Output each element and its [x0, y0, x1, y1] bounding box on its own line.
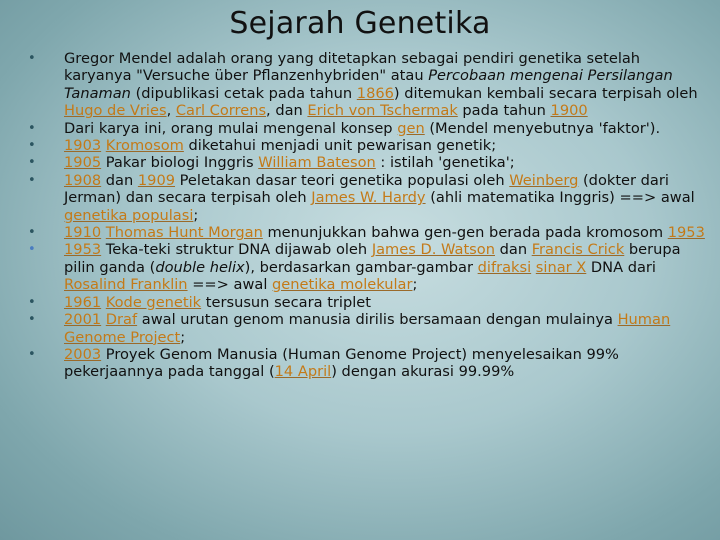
- link-1866[interactable]: 1866: [356, 84, 394, 102]
- bullet-item-2001: [28, 311, 708, 346]
- bullet-item-1908: [28, 172, 708, 224]
- text: dan: [494, 241, 532, 259]
- link-hugo-de-vries[interactable]: Hugo de Vries: [64, 102, 167, 120]
- text: , dan: [266, 102, 308, 120]
- link-draf[interactable]: Draf: [105, 311, 138, 329]
- text-italic: Percobaan mengenai Persilangan Tanaman: [64, 67, 673, 102]
- text: awal urutan genom manusia dirilis bersamaan dengan mulainya: [137, 311, 618, 329]
- link-1903[interactable]: 1903: [64, 137, 102, 155]
- slide-title: Sejarah Genetika: [229, 6, 491, 41]
- link-james-w-hardy[interactable]: James W. Hardy: [311, 189, 426, 207]
- text: pada tahun: [457, 102, 551, 120]
- text: ;: [180, 328, 186, 346]
- bullet-list: [28, 50, 708, 381]
- text: Dari karya ini, orang mulai mengenal konsep: [64, 119, 398, 137]
- link-human-genome-project[interactable]: Human Genome Project: [64, 311, 671, 346]
- link-1900[interactable]: 1900: [550, 102, 588, 120]
- bullet-item-1903: [28, 137, 708, 154]
- link-weinberg[interactable]: Weinberg: [509, 171, 579, 189]
- text: (ahli matematika Inggris) ==> awal: [425, 189, 695, 207]
- bullet-item-gen: [28, 120, 708, 137]
- text-italic: double helix: [155, 258, 245, 276]
- text: (dipublikasi cetak pada tahun: [130, 84, 357, 102]
- link-1910[interactable]: 1910: [64, 224, 102, 242]
- link-gen[interactable]: gen: [397, 119, 425, 137]
- link-2001[interactable]: 2001: [64, 311, 102, 329]
- link-14-april[interactable]: 14 April: [274, 363, 332, 381]
- text: : istilah 'genetika';: [375, 154, 515, 172]
- link-kromosom[interactable]: Kromosom: [105, 137, 184, 155]
- text: dan: [101, 171, 138, 189]
- text: ;: [412, 276, 418, 294]
- link-genetika-populasi[interactable]: genetika populasi: [64, 206, 194, 224]
- text: tersusun secara triplet: [201, 293, 371, 311]
- link-sinar-x[interactable]: sinar X: [535, 258, 587, 276]
- text: Proyek Genom Manusia (Human Genome Project) menyelesaikan 99% pekerjaannya pada tanggal (: [64, 345, 619, 381]
- bullet-item-mendel: [28, 50, 708, 120]
- link-1908[interactable]: 1908: [64, 171, 102, 189]
- link-william-bateson[interactable]: William Bateson: [258, 154, 376, 172]
- bullet-item-1910: [28, 224, 708, 241]
- link-1953[interactable]: 1953: [64, 241, 102, 259]
- text: Gregor Mendel adalah orang yang ditetapkan sebagai pendiri genetika setelah karyanya "Versuche über Pflanzenhybriden" atau: [64, 50, 641, 85]
- link-genetika-molekular[interactable]: genetika molekular: [272, 276, 413, 294]
- bullet-item-1905: [28, 154, 708, 171]
- link-kode-genetik[interactable]: Kode genetik: [105, 293, 202, 311]
- text: Peletakan dasar teori genetika populasi oleh: [175, 171, 510, 189]
- link-thomas-hunt-morgan[interactable]: Thomas Hunt Morgan: [105, 224, 263, 242]
- link-2003[interactable]: 2003: [64, 345, 102, 363]
- text: (Mendel menyebutnya 'faktor').: [424, 119, 661, 137]
- link-erich-von-tschermak[interactable]: Erich von Tschermak: [307, 102, 458, 120]
- text: berupa pilin ganda (: [64, 241, 681, 276]
- bullet-item-1961: [28, 294, 708, 311]
- link-1909[interactable]: 1909: [137, 171, 176, 189]
- text: ) ditemukan kembali secara terpisah oleh: [393, 84, 698, 102]
- text: ), berdasarkan gambar-gambar: [244, 258, 478, 276]
- link-difraksi[interactable]: difraksi: [477, 258, 532, 276]
- bullet-item-2003: [28, 346, 708, 381]
- text: ;: [193, 206, 199, 224]
- link-1953[interactable]: 1953: [667, 224, 705, 242]
- text: ,: [166, 102, 176, 120]
- text: diketahui menjadi unit pewarisan genetik;: [183, 137, 497, 155]
- link-francis-crick[interactable]: Francis Crick: [531, 241, 625, 259]
- link-1961[interactable]: 1961: [64, 293, 102, 311]
- link-james-d-watson[interactable]: James D. Watson: [371, 241, 495, 259]
- text: ) dengan akurasi 99.99%: [331, 363, 515, 381]
- text: ==> awal: [187, 276, 273, 294]
- bullet-item-1953: [28, 241, 708, 293]
- link-1905[interactable]: 1905: [64, 154, 102, 172]
- text: DNA dari: [586, 258, 656, 276]
- link-rosalind-franklin[interactable]: Rosalind Franklin: [64, 276, 188, 294]
- text: Pakar biologi Inggris: [101, 154, 259, 172]
- text: (dokter dari Jerman) dan secara terpisah oleh: [64, 171, 669, 207]
- link-carl-correns[interactable]: Carl Correns: [175, 102, 267, 120]
- text: menunjukkan bahwa gen-gen berada pada kromosom: [262, 224, 668, 242]
- text: Teka-teki struktur DNA dijawab oleh: [101, 241, 372, 259]
